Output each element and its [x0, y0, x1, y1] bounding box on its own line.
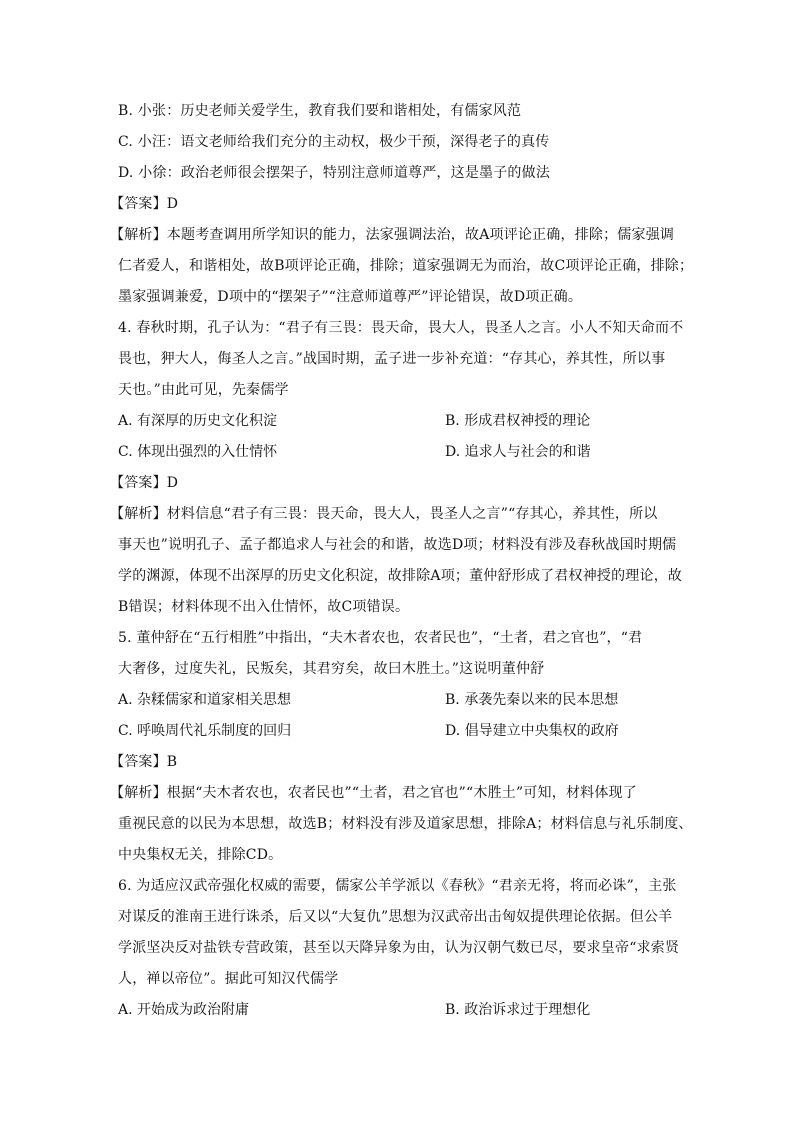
q6-stem-line-3: 学派坚决反对盐铁专营政策，甚至以天降异象为由，认为汉朝气数已尽，要求皇帝“求索贤	[118, 940, 680, 956]
q3-analysis-line-3: 墨家强调兼爱，D项中的“摆架子”“注意师道尊严”评论错误，故D项正确。	[118, 289, 583, 305]
q3-option-c: C. 小汪：语文老师给我们充分的主动权，极少干预，深得老子的真传	[118, 134, 550, 150]
q4-answer: 【答案】D	[110, 475, 179, 491]
q6-option-a: A. 开始成为政治附庸	[118, 1002, 250, 1018]
q4-stem-line-2: 畏也，狎大人，侮圣人之言。”战国时期，孟子进一步补充道：“存其心，养其性，所以事	[118, 351, 666, 367]
q4-option-d: D. 追求人与社会的和谐	[445, 444, 591, 460]
q4-option-c: C. 体现出强烈的入仕情怀	[118, 444, 278, 460]
q5-option-b: B. 承袭先秦以来的民本思想	[445, 692, 619, 708]
q5-options-row-2	[118, 716, 678, 747]
q4-analysis-line-1: 【解析】材料信息“君子有三畏：畏天命，畏大人，畏圣人之言”“存其心，养其性，所以	[110, 506, 658, 522]
q4-options-row-2	[118, 437, 678, 468]
q6-stem-line-1: 6. 为适应汉武帝强化权威的需要，儒家公羊学派以《春秋》“君亲无将，将而必诛”，主张	[118, 878, 677, 894]
q3-analysis-line-1: 【解析】本题考查调用所学知识的能力，法家强调法治，故A项评论正确，排除；儒家强调	[110, 227, 675, 243]
q5-analysis-line-3: 中央集权无关，排除CD。	[118, 847, 283, 863]
q5-option-a: A. 杂糅儒家和道家相关思想	[118, 692, 292, 708]
q5-analysis-line-1: 【解析】根据“夫木者农也，农者民也”“土者，君之官也”“木胜土”可知，材料体现了	[110, 785, 637, 801]
q4-analysis-line-3: 学的渊源，体现不出深厚的历史文化积淀，故排除A项；董仲舒形成了君权神授的理论，故	[118, 568, 683, 584]
q5-option-c: C. 呼唤周代礼乐制度的回归	[118, 723, 292, 739]
document-page	[110, 96, 694, 1026]
q4-option-a: A. 有深厚的历史文化积淀	[118, 413, 278, 429]
q6-option-b: B. 政治诉求过于理想化	[445, 1002, 591, 1018]
q4-analysis-line-2: 事天也”说明孔子、孟子都追求人与社会的和谐，故选D项；材料没有涉及春秋战国时期儒	[118, 537, 677, 553]
q5-stem-line-1: 5. 董仲舒在“五行相胜”中指出，“夫木者农也，农者民也”，“土者，君之官也”，“君	[118, 630, 643, 646]
q5-option-d: D. 倡导建立中央集权的政府	[445, 723, 619, 739]
q5-answer: 【答案】B	[110, 754, 178, 770]
q4-stem-line-3: 天也。”由此可见，先秦儒学	[118, 382, 289, 398]
q4-analysis-line-4: B错误；材料体现不出入仕情怀，故C项错误。	[118, 599, 410, 615]
q4-stem-line-1: 4. 春秋时期，孔子认为：“君子有三畏：畏天命，畏大人，畏圣人之言。小人不知天命而不	[118, 320, 684, 336]
q4-options-row-1	[118, 406, 678, 437]
q6-stem-line-4: 人，禅以帝位”。据此可知汉代儒学	[118, 971, 339, 987]
q3-answer: 【答案】D	[110, 196, 179, 212]
q3-option-b: B. 小张：历史老师关爱学生，教育我们要和谐相处，有儒家风范	[118, 103, 522, 119]
q5-stem-line-2: 大奢侈，过度失礼，民叛矣，其君穷矣，故曰木胜土。”这说明董仲舒	[118, 661, 545, 677]
q5-options-row-1	[118, 685, 678, 716]
q4-option-b: B. 形成君权神授的理论	[445, 413, 591, 429]
q5-analysis-line-2: 重视民意的以民为本思想，故选B；材料没有涉及道家思想，排除A；材料信息与礼乐制度、	[118, 816, 693, 832]
q6-options-row-1	[118, 995, 678, 1026]
q3-option-d: D. 小徐：政治老师很会摆架子，特别注意师道尊严，这是墨子的做法	[118, 165, 551, 181]
q6-stem-line-2: 对谋反的淮南王进行诛杀，后又以“大复仇”思想为汉武帝出击匈奴提供理论依据。但公羊	[118, 909, 673, 925]
q3-analysis-line-2: 仁者爱人，和谐相处，故B项评论正确，排除；道家强调无为而治，故C项评论正确，排除；	[118, 258, 694, 274]
